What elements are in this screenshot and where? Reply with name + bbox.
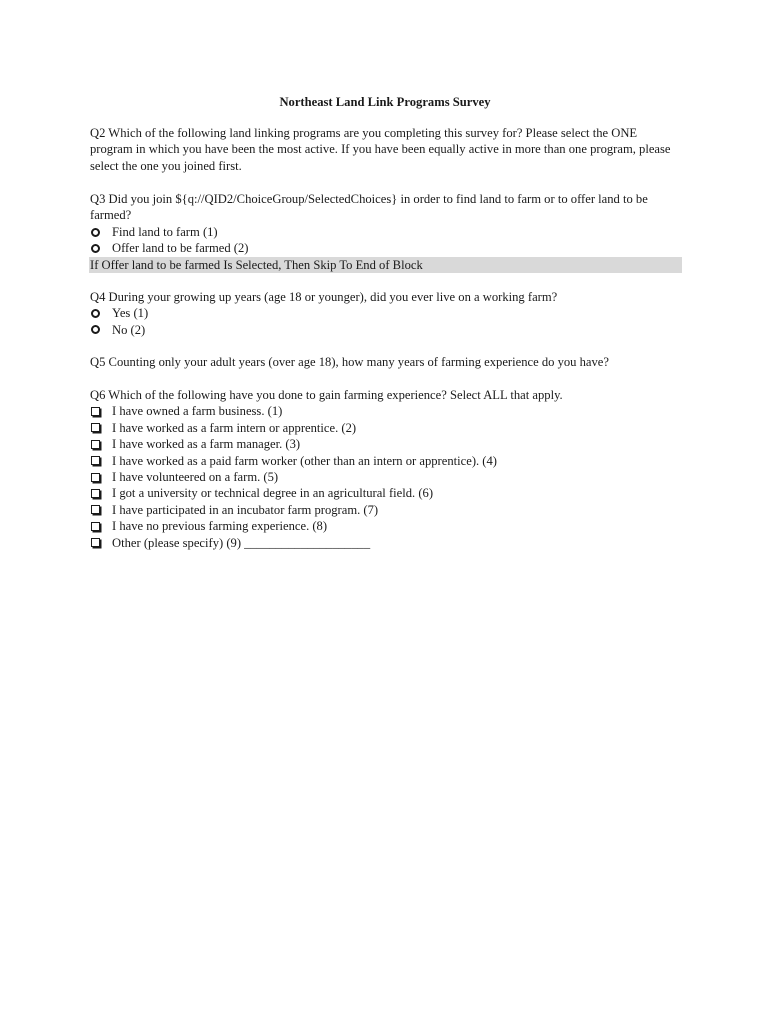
question-text: Q2 Which of the following land linking programs are you completing this survey for? Please select the ONE program in which you have been the most active. If you have been equally active in more than one program, please select the one you joined first.: [90, 126, 671, 173]
question-q3: [90, 191, 680, 273]
checkbox-option[interactable]: [90, 485, 680, 501]
option-label: I have worked as a paid farm worker (other than an intern or apprentice). (4): [112, 453, 497, 468]
checkbox-icon[interactable]: [91, 440, 100, 449]
question-text: Q4 During your growing up years (age 18 or younger), did you ever live on a working farm?: [90, 290, 558, 304]
question-text: Q3 Did you join ${q://QID2/ChoiceGroup/SelectedChoices} in order to find land to farm or to offer land to be farmed?: [90, 192, 648, 223]
radio-option[interactable]: [90, 322, 680, 338]
checkbox-icon[interactable]: [91, 505, 100, 514]
option-label: I have worked as a farm manager. (3): [112, 437, 301, 452]
radio-option[interactable]: [90, 305, 680, 321]
checkbox-option[interactable]: [90, 453, 680, 469]
option-label: Other (please specify) (9) ____________________: [112, 535, 371, 550]
option-label: I got a university or technical degree in an agricultural field. (6): [112, 486, 434, 501]
option-label: I have participated in an incubator farm program. (7): [112, 502, 379, 517]
checkbox-icon[interactable]: [91, 473, 100, 482]
checkbox-icon[interactable]: [91, 423, 100, 432]
option-label: Yes (1): [112, 306, 149, 321]
option-label: I have worked as a farm intern or apprentice. (2): [112, 420, 357, 435]
radio-icon[interactable]: [91, 228, 100, 237]
option-label: I have no previous farming experience. (8): [112, 519, 328, 534]
checkbox-icon[interactable]: [91, 456, 100, 465]
question-text: Q5 Counting only your adult years (over age 18), how many years of farming experience do you have?: [90, 355, 609, 369]
checkbox-icon[interactable]: [91, 407, 100, 416]
radio-icon[interactable]: [91, 325, 100, 334]
question-q2: [90, 125, 680, 174]
skip-logic-banner: If Offer land to be farmed Is Selected, Then Skip To End of Block: [89, 257, 682, 273]
question-q5: [90, 354, 680, 370]
checkbox-option[interactable]: [90, 420, 680, 436]
checkbox-option[interactable]: [90, 403, 680, 419]
option-label: No (2): [112, 322, 146, 337]
option-label: Find land to farm (1): [112, 224, 218, 239]
radio-icon[interactable]: [91, 244, 100, 253]
checkbox-option[interactable]: [90, 469, 680, 485]
checkbox-option[interactable]: [90, 502, 680, 518]
checkbox-icon[interactable]: [91, 489, 100, 498]
radio-icon[interactable]: [91, 309, 100, 318]
option-label: Offer land to be farmed (2): [112, 241, 249, 256]
question-q6: [90, 387, 680, 551]
question-q4: [90, 289, 680, 338]
radio-option[interactable]: [90, 240, 680, 256]
checkbox-icon[interactable]: [91, 522, 100, 531]
checkbox-option[interactable]: [90, 518, 680, 534]
option-label: I have owned a farm business. (1): [112, 404, 283, 419]
radio-option[interactable]: [90, 224, 680, 240]
survey-title: Northeast Land Link Programs Survey: [279, 95, 491, 109]
option-label: I have volunteered on a farm. (5): [112, 469, 279, 484]
checkbox-option[interactable]: [90, 436, 680, 452]
question-text: Q6 Which of the following have you done to gain farming experience? Select ALL that apply.: [90, 388, 563, 402]
checkbox-icon[interactable]: [91, 538, 100, 547]
checkbox-option-other[interactable]: [90, 535, 680, 551]
